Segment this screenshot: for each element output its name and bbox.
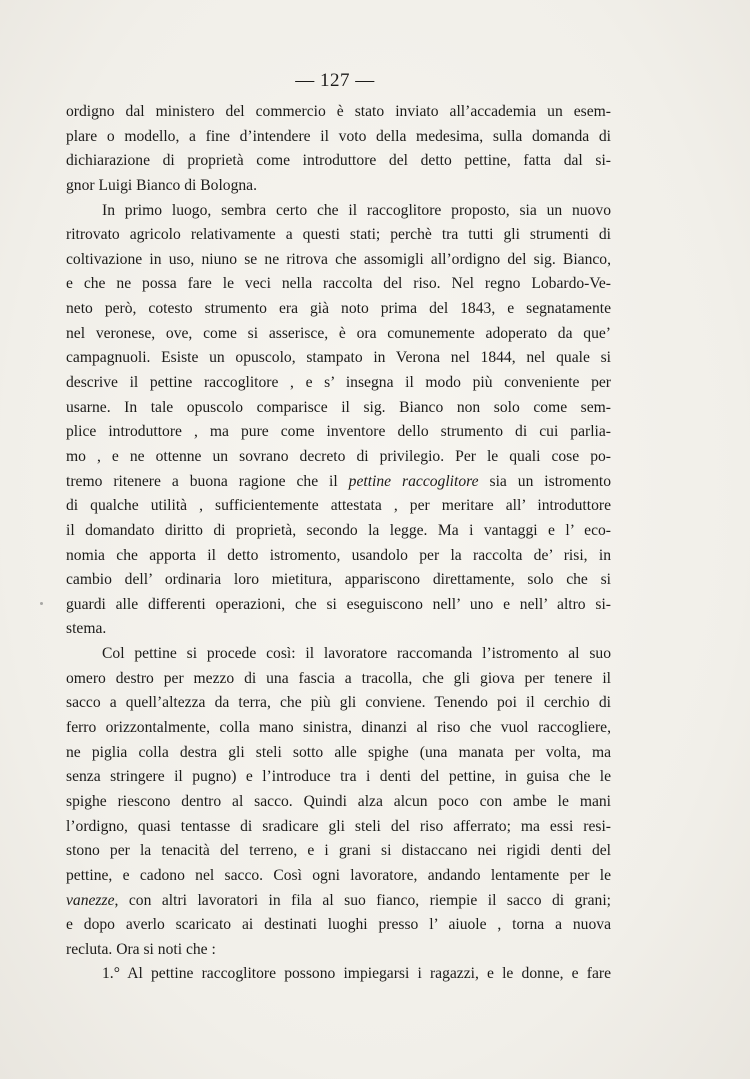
text-line: senza stringere il pugno) e l’introduce tra i denti del pettine, in guisa che le	[66, 768, 611, 786]
paragraph-start-line: In primo luogo, sembra certo che il raccoglitore proposto, sia un nuovo	[102, 201, 611, 219]
text-line: e dopo averlo scaricato ai destinati luoghi presso l’ aiuole , torna a nuova	[66, 916, 611, 934]
text-line: dichiarazione di proprietà come introduttore del detto pettine, fatta dal si-	[66, 152, 611, 170]
text-run: tremo ritenere a buona ragione che il	[66, 472, 349, 490]
paragraph-start-line: Col pettine si procede così: il lavoratore raccomanda l’istromento al suo	[102, 645, 611, 663]
body-text	[66, 100, 611, 987]
text-line: nel veronese, ove, come si asserisce, è ora comunemente adoperato da que’	[66, 324, 611, 342]
text-run: sia un istromento	[478, 472, 611, 490]
text-line: nomia che apporta il detto istromento, usandolo per la raccolta de’ risi, in	[66, 546, 611, 564]
text-line: plice introduttore , ma pure come inventore dello strumento di cui parlia-	[66, 423, 611, 441]
text-line	[66, 470, 611, 495]
text-line: ritrovato agricolo relativamente a questi stati; perchè tra tutti gli strumenti di	[66, 226, 611, 244]
text-line: spighe riescono dentro al sacco. Quindi alza alcun poco con ambe le mani	[66, 792, 611, 810]
text-line: omero destro per mezzo di una fascia a tracolla, che gli giova per tenere il	[66, 669, 611, 687]
text-line: l’ordigno, quasi tentasse di sradicare gli steli del riso afferrato; ma essi resi-	[66, 817, 611, 835]
page-number: — 127 —	[295, 70, 375, 91]
text-line: neto però, cotesto strumento era già noto prima del 1843, e segnatamente	[66, 300, 611, 318]
text-line: recluta. Ora si noti che :	[66, 940, 216, 958]
text-line: di qualche utilità , sufficientemente attestata , per meritare all’ introduttore	[66, 497, 611, 515]
text-line: usarne. In tale opuscolo comparisce il sig. Bianco non solo come sem-	[66, 398, 611, 416]
text-line: pettine, e cadono nel sacco. Così ogni lavoratore, andando lentamente per le	[66, 866, 611, 884]
text-line: ne piglia colla destra gli steli sotto alle spighe (una manata per volta, ma	[66, 743, 611, 761]
text-line: sacco a quell’altezza da terra, che più gli conviene. Tenendo poi il cerchio di	[66, 694, 611, 712]
italic-term: pettine raccoglitore	[348, 472, 479, 490]
text-line: coltivazione in uso, niuno se ne ritrova che assomigli all’ordigno del sig. Bianco,	[66, 250, 611, 268]
text-line: ordigno dal ministero del commercio è stato inviato all’accademia un esem-	[66, 103, 611, 120]
paragraph-start-line: 1.° Al pettine raccoglitore possono impiegarsi i ragazzi, e le donne, e fare	[102, 965, 611, 983]
text-line: cambio dell’ ordinaria loro mietitura, appariscono direttamente, solo che si	[66, 571, 611, 589]
text-line: e che ne possa fare le veci nella raccolta del riso. Nel regno Lobardo-Ve-	[66, 275, 611, 293]
italic-term: vanezze	[66, 891, 115, 909]
text-line: ferro orizzontalmente, colla mano sinistra, dinanzi al riso che vuol raccogliere,	[66, 719, 611, 737]
text-line: descrive il pettine raccoglitore , e s’ insegna il modo più conveniente per	[66, 374, 611, 392]
text-line: guardi alle differenti operazioni, che si eseguiscono nell’ uno e nell’ altro si-	[66, 595, 611, 613]
paper-speck	[40, 602, 43, 605]
text-line	[66, 889, 611, 914]
text-line: mo , e ne ottenne un sovrano decreto di privilegio. Per le quali cose po-	[66, 447, 611, 465]
text-line: stema.	[66, 620, 107, 638]
text-line: campagnuoli. Esiste un opuscolo, stampato in Verona nel 1844, nel quale si	[66, 349, 611, 367]
text-line: il domandato diritto di proprietà, secondo la legge. Ma i vantaggi e l’ eco-	[66, 521, 611, 539]
text-run: , con altri lavoratori in fila al suo fianco, riempie il sacco di grani;	[114, 891, 611, 909]
text-line: plare o modello, a fine d’intendere il voto della medesima, sulla domanda di	[66, 127, 611, 145]
text-line: stono per la tenacità del terreno, e i grani si distaccano nei rigidi denti del	[66, 842, 611, 860]
text-line: gnor Luigi Bianco di Bologna.	[66, 176, 258, 194]
